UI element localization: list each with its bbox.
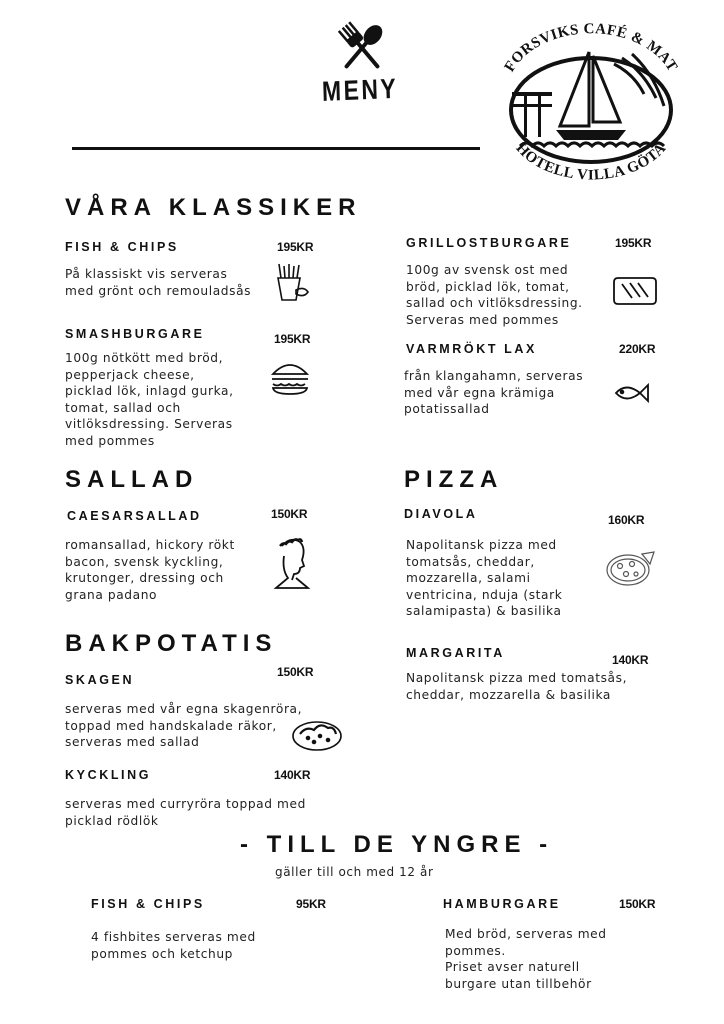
item-price: 195KR (615, 236, 652, 250)
svg-text:FORSVIKS CAFÉ & MAT (502, 21, 681, 75)
item-description: romansallad, hickory rökt bacon, svensk kyckling, krutonger, dressing och grana padano (65, 538, 235, 602)
item-name: GRILLOSTBURGARE (406, 236, 572, 250)
section-title-bakpotatis: BAKPOTATIS (65, 630, 278, 657)
item-name: VARMRÖKT LAX (406, 342, 537, 356)
fish-icon (612, 380, 650, 406)
fries-icon (272, 262, 312, 304)
item-description: från klangahamn, serveras med vår egna krämiga potatissallad (404, 369, 584, 417)
item-price: 150KR (619, 897, 656, 911)
item-price: 195KR (274, 332, 311, 346)
item-price: 95KR (296, 897, 326, 911)
item-description: serveras med vår egna skagenröra, toppad med handskalade räkor, serveras med sallad (65, 702, 303, 750)
burger-icon (270, 360, 310, 396)
sailboat-logo (494, 14, 688, 190)
section-title-yngre: - TILL DE YNGRE - (240, 831, 554, 858)
item-name: HAMBURGARE (443, 897, 561, 911)
item-description: Napolitansk pizza med tomatsås, cheddar, mozzarella, salami ventricina, nduja (stark salamipasta) & basilika (406, 538, 563, 619)
item-name: SMASHBURGARE (65, 327, 205, 341)
spoon-fork-icon (330, 18, 394, 78)
item-description: 4 fishbites serveras med pommes och ketchup (91, 930, 256, 961)
logo-top-text: FORSVIKS CAFÉ & MAT (501, 21, 681, 75)
item-name: KYCKLING (65, 768, 152, 782)
item-price: 140KR (612, 653, 649, 667)
item-description: 100g nötkött med bröd, pepperjack cheese, picklad lök, inlagd gurka, tomat, sallad och vitlöksdressing. Serveras med pommes (65, 351, 234, 448)
item-description: Med bröd, serveras med pommes. Priset avser naturell burgare utan tillbehör (445, 927, 607, 991)
item-description: serveras med curryröra toppad med picklad rödlök (65, 797, 306, 828)
pizza-icon (604, 548, 656, 588)
item-price: 140KR (274, 768, 311, 782)
section-subtitle-yngre: gäller till och med 12 år (275, 865, 434, 879)
logo-bottom-text: HOTELL VILLA GÖTA (512, 140, 670, 184)
item-name: FISH & CHIPS (65, 240, 179, 254)
header-divider (72, 147, 480, 150)
item-price: 195KR (277, 240, 314, 254)
item-price: 150KR (277, 665, 314, 679)
grilled-cheese-icon (612, 274, 658, 308)
section-title-klassiker: VÅRA KLASSIKER (65, 194, 362, 221)
baked-potato-icon (290, 714, 344, 754)
section-title-sallad: SALLAD (65, 466, 199, 493)
page-title: MENY (321, 72, 399, 107)
item-name: CAESARSALLAD (67, 509, 202, 523)
item-price: 160KR (608, 513, 645, 527)
item-name: SKAGEN (65, 673, 135, 687)
caesar-bust-icon (270, 534, 312, 590)
item-description: Napolitansk pizza med tomatsås, cheddar, mozzarella & basilika (406, 671, 628, 702)
item-name: FISH & CHIPS (91, 897, 205, 911)
item-description: På klassiskt vis serveras med grönt och remouladsås (65, 267, 252, 298)
item-price: 150KR (271, 507, 308, 521)
item-description: 100g av svensk ost med bröd, picklad lök, tomat, sallad och vitlöksdressing. Serveras med pommes (406, 263, 583, 327)
item-price: 220KR (619, 342, 656, 356)
item-name: DIAVOLA (404, 507, 478, 521)
section-title-pizza: PIZZA (404, 466, 504, 493)
item-name: MARGARITA (406, 646, 505, 660)
